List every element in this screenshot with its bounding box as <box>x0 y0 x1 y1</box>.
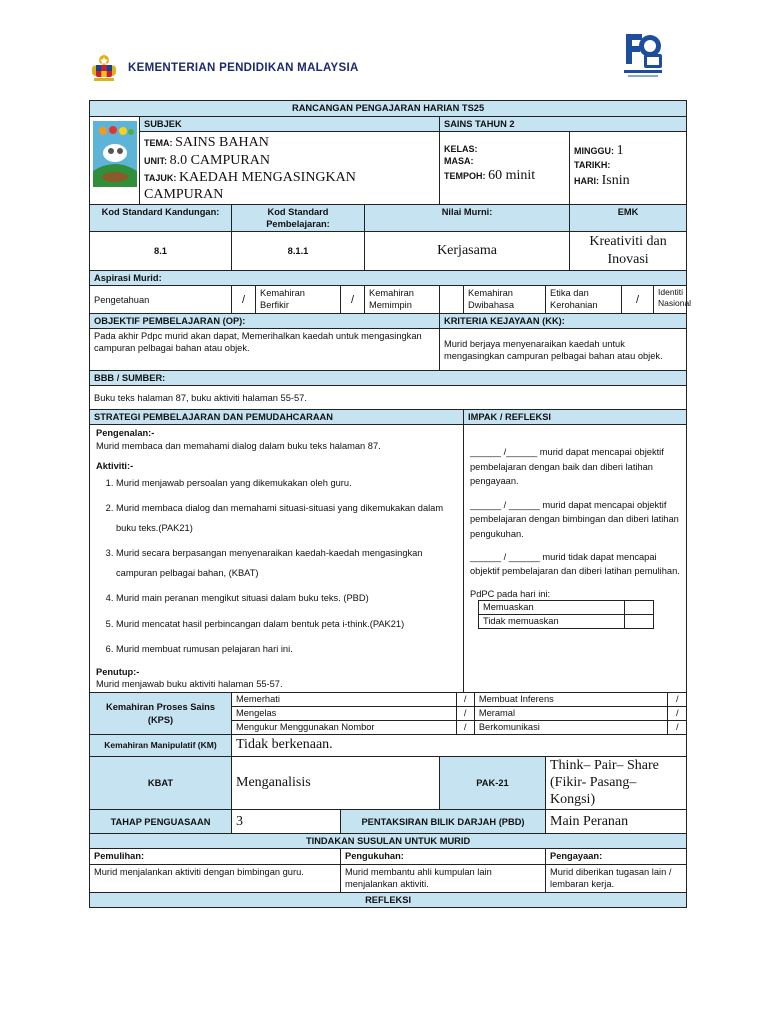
kps-item: Mengelas <box>232 707 456 721</box>
kbat-value: Menganalisis <box>232 757 440 810</box>
tahap-value: 3 <box>232 810 341 834</box>
kps-item: Mengukur Menggunakan Nombor <box>232 721 456 735</box>
objektif-text: Pada akhir Pdpc murid akan dapat, Memerihalkan kaedah untuk mengasingkan campuran pelbagai bahan atau objek. <box>90 329 440 371</box>
pdpc-options <box>478 600 654 629</box>
aspirasi-mark: / <box>341 286 365 314</box>
pengenalan-label: Pengenalan:- <box>96 428 155 439</box>
pengukuhan-label: Pengukuhan: <box>341 849 546 864</box>
list-item: 2. Murid membaca dialog dan memahami situasi-situasi yang dikemukakan dalam buku teks.(PAK21) <box>116 499 457 538</box>
tajuk-value: KAEDAH MENGASINGKAN CAMPURAN <box>144 170 356 202</box>
strategi-label: STRATEGI PEMBELAJARAN DAN PEMUDAHCARAAN <box>90 410 464 425</box>
tajuk-label: TAJUK: <box>144 173 177 184</box>
bbb-text: Buku teks halaman 87, buku aktiviti halaman 55-57. <box>90 386 687 410</box>
pak21-value: Think– Pair– Share (Fikir- Pasang– Kongsi) <box>546 757 687 810</box>
tempoh-label: TEMPOH: <box>444 171 486 182</box>
aspirasi-item: Pengetahuan <box>90 286 232 314</box>
strategi-body <box>90 425 464 693</box>
subjek-label: SUBJEK <box>140 117 440 132</box>
pengukuhan-text: Murid membantu ahli kumpulan lain menjalankan aktiviti. <box>341 864 546 892</box>
pemulihan-text: Murid menjalankan aktiviti dengan bimbingan guru. <box>90 864 341 892</box>
kps-label: Kemahiran Proses Sains (KPS) <box>90 693 232 735</box>
aspirasi-item: Identiti Nasional <box>654 286 687 314</box>
pengayaan-text: Murid diberikan tugasan lain / lembaran kerja. <box>546 864 687 892</box>
objektif-label: OBJEKTIF PEMBELAJARAN (OP): <box>90 314 440 329</box>
kps-item: Berkomunikasi <box>474 721 667 735</box>
pdpc-checkbox[interactable] <box>625 600 654 614</box>
aspirasi-mark <box>440 286 464 314</box>
aspirasi-label: Aspirasi Murid: <box>90 271 687 286</box>
ksk-label: Kod Standard Kandungan: <box>90 204 232 231</box>
impak-line: ______ /______ murid dapat mencapai objektif pembelajaran dengan baik dan diberi latihan pengayaan. <box>470 447 664 487</box>
kriteria-text: Murid berjaya menyenaraikan kaedah untuk mengasingkan campuran pelbagai bahan atau objek. <box>440 329 687 371</box>
kelas-label: KELAS: <box>444 144 478 155</box>
pdpc-option: Memuaskan <box>479 600 625 614</box>
aspirasi-mark: / <box>232 286 256 314</box>
kbat-label: KBAT <box>90 757 232 810</box>
ksp-label: Kod Standard Pembelajaran: <box>232 204 365 231</box>
aspirasi-item: Kemahiran Memimpin <box>365 286 440 314</box>
kps-mark: / <box>456 707 474 721</box>
list-item: 5. Murid mencatat hasil perbincangan dalam bentuk peta i-think.(PAK21) <box>116 615 457 635</box>
pengayaan-label: Pengayaan: <box>546 849 687 864</box>
refleksi-label: REFLEKSI <box>90 892 687 907</box>
ministry-name: KEMENTERIAN PENDIDIKAN MALAYSIA <box>128 62 359 74</box>
kps-mark: / <box>456 721 474 735</box>
kps-item: Membuat Inferens <box>474 693 667 707</box>
impak-label: IMPAK / REFLEKSI <box>464 410 687 425</box>
km-label: Kemahiran Manipulatif (KM) <box>90 735 232 757</box>
malaysia-crest-icon <box>88 52 120 84</box>
ts25-logo-icon <box>620 28 666 80</box>
tempoh-value: 60 minit <box>488 168 536 184</box>
list-item: 4. Murid main peranan mengikut situasi dalam buku teks. (PBD) <box>116 589 457 609</box>
tema-value: SAINS BAHAN <box>175 135 269 151</box>
kps-mark: / <box>668 721 686 735</box>
kps-mark: / <box>668 707 686 721</box>
pdpc-option: Tidak memuaskan <box>479 614 625 628</box>
rph-form <box>89 100 692 908</box>
penutup-label: Penutup:- <box>96 666 140 677</box>
hari-label: HARI: <box>574 175 599 186</box>
kps-grid <box>232 693 687 735</box>
bbb-label: BBB / SUMBER: <box>90 371 687 386</box>
hari-value: Isnin <box>601 172 630 188</box>
subject-picture-cell <box>90 117 140 205</box>
aspirasi-item: Kemahiran Berfikir <box>256 286 341 314</box>
tema-label: TEMA: <box>144 138 173 149</box>
pak21-label: PAK-21 <box>440 757 546 810</box>
kriteria-label: KRITERIA KEJAYAAN (KK): <box>440 314 687 329</box>
kps-item: Meramal <box>474 707 667 721</box>
kps-mark: / <box>668 693 686 707</box>
nilai-value: Kerjasama <box>365 231 570 270</box>
page-header <box>88 52 688 88</box>
penutup-text: Murid menjawab buku aktiviti halaman 55-57. <box>96 678 283 689</box>
pdpc-checkbox[interactable] <box>625 614 654 628</box>
minggu-label: MINGGU: <box>574 146 614 157</box>
aspirasi-mark: / <box>622 286 654 314</box>
tarikh-label: TARIKH: <box>574 160 611 171</box>
tindakan-label: TINDAKAN SUSULAN UNTUK MURID <box>90 834 687 849</box>
pengenalan-text: Murid membaca dan memahami dialog dalam buku teks halaman 87. <box>96 440 381 451</box>
tahap-label: TAHAP PENGUASAAN <box>90 810 232 834</box>
km-value: Tidak berkenaan. <box>232 735 687 757</box>
emk-value: Kreativiti dan Inovasi <box>570 231 687 270</box>
aspirasi-item: Kemahiran Dwibahasa <box>464 286 546 314</box>
kps-mark: / <box>456 693 474 707</box>
emk-label: EMK <box>570 204 687 231</box>
unit-label: UNIT: <box>144 156 167 167</box>
masa-label: MASA: <box>444 155 474 166</box>
impak-line: ______ / ______ murid dapat mencapai objektif pembelajaran dengan bimbingan dan diberi latihan pengukuhan. <box>470 499 679 539</box>
impak-line: ______ / ______ murid tidak dapat mencapai objektif pembelajaran dan diberi latihan pemulihan. <box>470 551 680 577</box>
unit-value: 8.0 CAMPURAN <box>169 153 270 169</box>
list-item: 3. Murid secara berpasangan menyenaraikan kaedah-kaedah mengasingkan campuran pelbagai bahan, (KBAT) <box>116 544 457 583</box>
list-item: 1. Murid menjawab persoalan yang dikemukakan oleh guru. <box>116 474 457 494</box>
minggu-value: 1 <box>616 143 624 159</box>
aspirasi-item: Etika dan Kerohanian <box>546 286 622 314</box>
impak-body <box>464 425 687 693</box>
pbd-label: PENTAKSIRAN BILIK DARJAH (PBD) <box>341 810 546 834</box>
form-title: RANCANGAN PENGAJARAN HARIAN TS25 <box>90 101 687 117</box>
ksp-value: 8.1.1 <box>232 231 365 270</box>
nilai-label: Nilai Murni: <box>365 204 570 231</box>
pbd-value: Main Peranan <box>546 810 687 834</box>
aktiviti-list <box>96 474 457 660</box>
science-book-icon <box>93 121 137 187</box>
aktiviti-label: Aktiviti:- <box>96 460 134 471</box>
pdpc-label: PdPC pada hari ini: <box>470 588 551 599</box>
list-item: 6. Murid membuat rumusan pelajaran hari ini. <box>116 640 457 660</box>
kps-item: Memerhati <box>232 693 456 707</box>
subjek-value: SAINS TAHUN 2 <box>440 117 687 132</box>
pemulihan-label: Pemulihan: <box>90 849 341 864</box>
ksk-value: 8.1 <box>90 231 232 270</box>
